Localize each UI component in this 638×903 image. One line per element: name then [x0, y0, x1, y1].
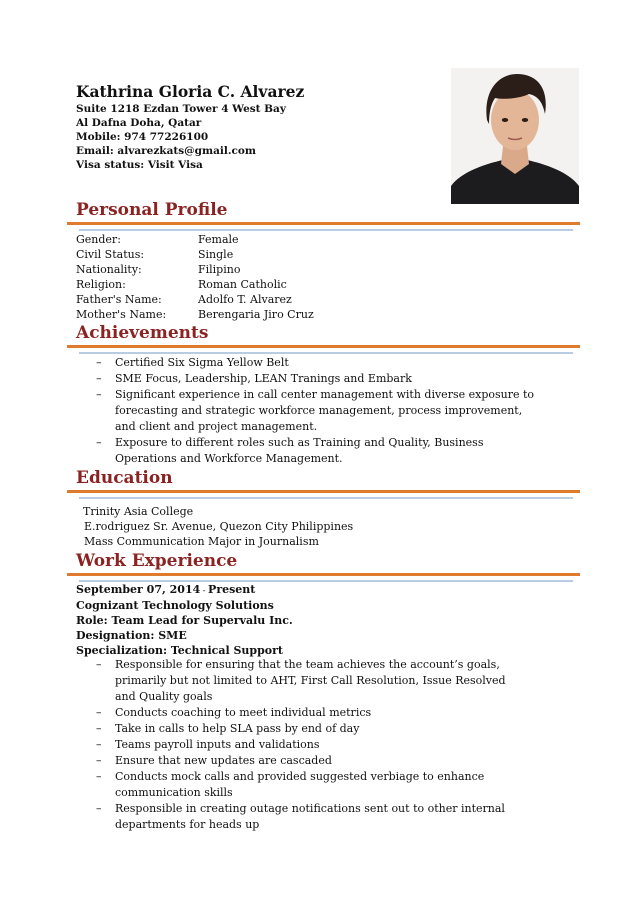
list-item	[96, 721, 526, 737]
email: Email: alvarezkats@gmail.com	[76, 145, 257, 157]
profile-row	[76, 307, 314, 322]
list-item	[96, 657, 526, 705]
profile-row	[76, 262, 314, 277]
bullet-dash: –	[96, 356, 102, 369]
profile-row	[76, 232, 314, 247]
bullet-dash: –	[96, 754, 102, 767]
profile-row	[76, 247, 314, 262]
job-end-date: Present	[208, 583, 256, 596]
bullet-dash: –	[96, 658, 102, 671]
job-specialization: Specialization: Technical Support	[76, 644, 284, 657]
section-title-education: Education	[76, 468, 173, 488]
section-title-achievements: Achievements	[76, 323, 209, 343]
list-item	[96, 737, 526, 753]
profile-label: Father's Name:	[76, 293, 162, 306]
education-block	[80, 504, 353, 549]
profile-value: Filipino	[198, 263, 241, 276]
list-item-text: Certified Six Sigma Yellow Belt	[115, 356, 289, 369]
school-address: E.rodriguez Sr. Avenue, Quezon City Philippines	[84, 520, 354, 533]
list-item	[96, 387, 546, 435]
profile-label: Mother's Name:	[76, 308, 167, 321]
profile-photo-image	[451, 68, 579, 204]
list-item-text: Exposure to different roles such as Training and Quality, Business Operations and Workforce Management.	[115, 436, 484, 465]
bullet-dash: –	[96, 436, 102, 449]
list-item	[96, 801, 526, 833]
bullet-dash: –	[96, 738, 102, 751]
bullet-dash: –	[96, 388, 102, 401]
mobile: Mobile: 974 77226100	[76, 131, 209, 143]
list-item	[96, 705, 526, 721]
profile-label: Nationality:	[76, 263, 142, 276]
list-item-text: Responsible in creating outage notifications sent out to other internal departments for heads up	[115, 802, 505, 831]
section-rule-orange	[67, 490, 580, 493]
job-header	[76, 582, 293, 658]
list-item-text: SME Focus, Leadership, LEAN Tranings and Embark	[115, 372, 412, 385]
duties-list	[96, 657, 526, 833]
profile-table	[76, 232, 314, 322]
bullet-dash: –	[96, 706, 102, 719]
visa-status: Visa status: Visit Visa	[76, 159, 203, 171]
section-title-work-experience: Work Experience	[76, 551, 238, 571]
date-separator: -	[200, 586, 209, 595]
section-rule-blue	[79, 352, 573, 354]
job-designation: Designation: SME	[76, 629, 187, 642]
list-item	[96, 753, 526, 769]
section-title-personal-profile: Personal Profile	[76, 200, 228, 220]
profile-value: Single	[198, 248, 234, 261]
bullet-dash: –	[96, 802, 102, 815]
address-line-2: Al Dafna Doha, Qatar	[76, 117, 202, 129]
list-item-text: Conducts mock calls and provided suggested verbiage to enhance communication skills	[115, 770, 485, 799]
section-rule-blue	[79, 497, 573, 499]
profile-row	[76, 292, 314, 307]
address-line-1: Suite 1218 Ezdan Tower 4 West Bay	[76, 103, 286, 115]
profile-value: Berengaria Jiro Cruz	[198, 308, 314, 321]
list-item	[96, 435, 546, 467]
list-item-text: Ensure that new updates are cascaded	[115, 754, 332, 767]
company-name: Cognizant Technology Solutions	[76, 599, 274, 612]
profile-photo	[451, 68, 579, 204]
header	[76, 82, 304, 172]
job-role: Role: Team Lead for Supervalu Inc.	[76, 614, 293, 627]
bullet-dash: –	[96, 770, 102, 783]
list-item-text: Conducts coaching to meet individual metrics	[115, 706, 372, 719]
bullet-dash: –	[96, 372, 102, 385]
job-start-date: September 07, 2014	[76, 583, 201, 596]
profile-value: Female	[198, 233, 239, 246]
profile-label: Religion:	[76, 278, 126, 291]
profile-value: Adolfo T. Alvarez	[198, 293, 292, 306]
job-dates	[76, 582, 293, 598]
list-item-text: Take in calls to help SLA pass by end of day	[115, 722, 360, 735]
section-rule-blue	[79, 229, 573, 231]
list-item-text: Responsible for ensuring that the team achieves the account’s goals, primarily but not limited to AHT, First Call Resolution, Issue Resolved and Quality goals	[115, 658, 506, 703]
list-item	[96, 355, 546, 371]
list-item	[96, 371, 546, 387]
achievements-list	[96, 355, 546, 467]
section-rule-orange	[67, 222, 580, 225]
bullet-dash: –	[96, 722, 102, 735]
school-name: Trinity Asia College	[83, 505, 194, 518]
profile-value: Roman Catholic	[198, 278, 287, 291]
list-item-text: Significant experience in call center management with diverse exposure to forecasting and strategic workforce management, process improvement, and client and project management.	[115, 388, 535, 433]
list-item	[96, 769, 526, 801]
section-rule-orange	[67, 573, 580, 576]
candidate-name: Kathrina Gloria C. Alvarez	[76, 82, 305, 101]
profile-label: Gender:	[76, 233, 121, 246]
degree: Mass Communication Major in Journalism	[84, 535, 319, 548]
profile-row	[76, 277, 314, 292]
list-item-text: Teams payroll inputs and validations	[115, 738, 320, 751]
section-rule-orange	[67, 345, 580, 348]
profile-label: Civil Status:	[76, 248, 145, 261]
